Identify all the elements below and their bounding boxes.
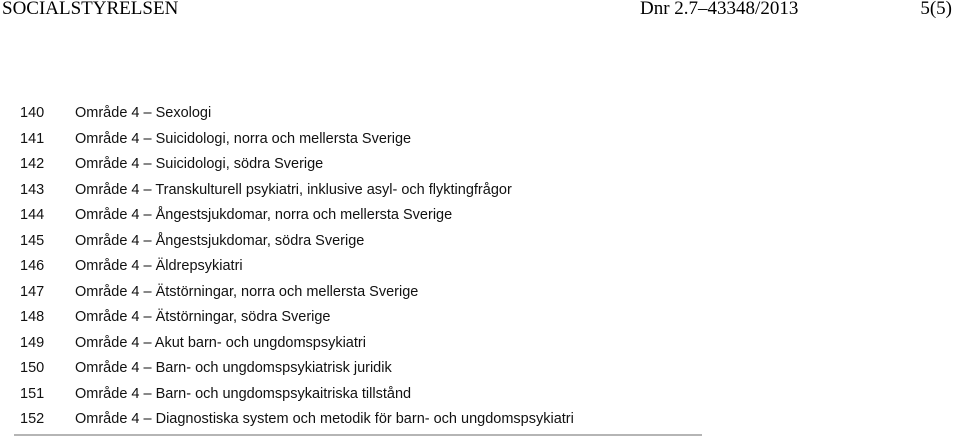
item-number: 141 [20, 130, 45, 147]
item-number: 152 [20, 411, 45, 427]
list-item [0, 331, 960, 357]
item-text: Område 4 – Ätstörningar, norra och mellersta Sverige [75, 283, 419, 300]
item-number: 140 [20, 105, 45, 121]
organization-name: SOCIALSTYRELSEN [2, 0, 179, 19]
item-number: 149 [20, 334, 45, 351]
item-text: Område 4 – Ångestsjukdomar, norra och mellersta Sverige [75, 207, 453, 223]
item-text: Område 4 – Äldrepsykiatri [75, 258, 243, 274]
list-item [0, 203, 960, 229]
item-number: 148 [20, 309, 45, 325]
item-text: Område 4 – Transkulturell psykiatri, inklusive asyl- och flyktingfrågor [75, 181, 512, 198]
list-item [0, 407, 960, 433]
item-number: 142 [20, 156, 45, 172]
list-item [0, 178, 960, 204]
item-number: 145 [20, 232, 45, 249]
item-text: Område 4 – Akut barn- och ungdomspsykiatri [75, 334, 366, 351]
item-text: Område 4 – Ätstörningar, södra Sverige [75, 309, 331, 325]
item-number: 150 [20, 360, 45, 376]
item-text: Område 4 – Barn- och ungdomspsykiatrisk juridik [75, 360, 392, 376]
item-number: 143 [20, 181, 45, 198]
area-list [0, 101, 960, 433]
item-text: Område 4 – Barn- och ungdomspsykaitriska tillstånd [75, 385, 412, 402]
list-item [0, 101, 960, 127]
list-item [0, 152, 960, 178]
item-text: Område 4 – Suicidologi, södra Sverige [75, 156, 324, 172]
list-item [0, 229, 960, 255]
bottom-divider [14, 434, 702, 436]
page-number: 5(5) [920, 0, 952, 19]
list-item [0, 305, 960, 331]
page-header [0, 0, 960, 24]
document-reference: Dnr 2.7–43348/2013 [640, 0, 799, 19]
item-number: 151 [20, 385, 45, 402]
list-item [0, 356, 960, 382]
list-item [0, 382, 960, 408]
item-text: Område 4 – Sexologi [75, 105, 212, 121]
item-text: Område 4 – Diagnostiska system och metodik för barn- och ungdomspsykiatri [75, 411, 574, 427]
item-text: Område 4 – Ångestsjukdomar, södra Sverige [75, 232, 365, 249]
list-item [0, 280, 960, 306]
item-text: Område 4 – Suicidologi, norra och mellersta Sverige [75, 130, 412, 147]
item-number: 144 [20, 207, 45, 223]
item-number: 147 [20, 283, 45, 300]
item-number: 146 [20, 258, 45, 274]
list-item [0, 254, 960, 280]
list-item [0, 127, 960, 153]
